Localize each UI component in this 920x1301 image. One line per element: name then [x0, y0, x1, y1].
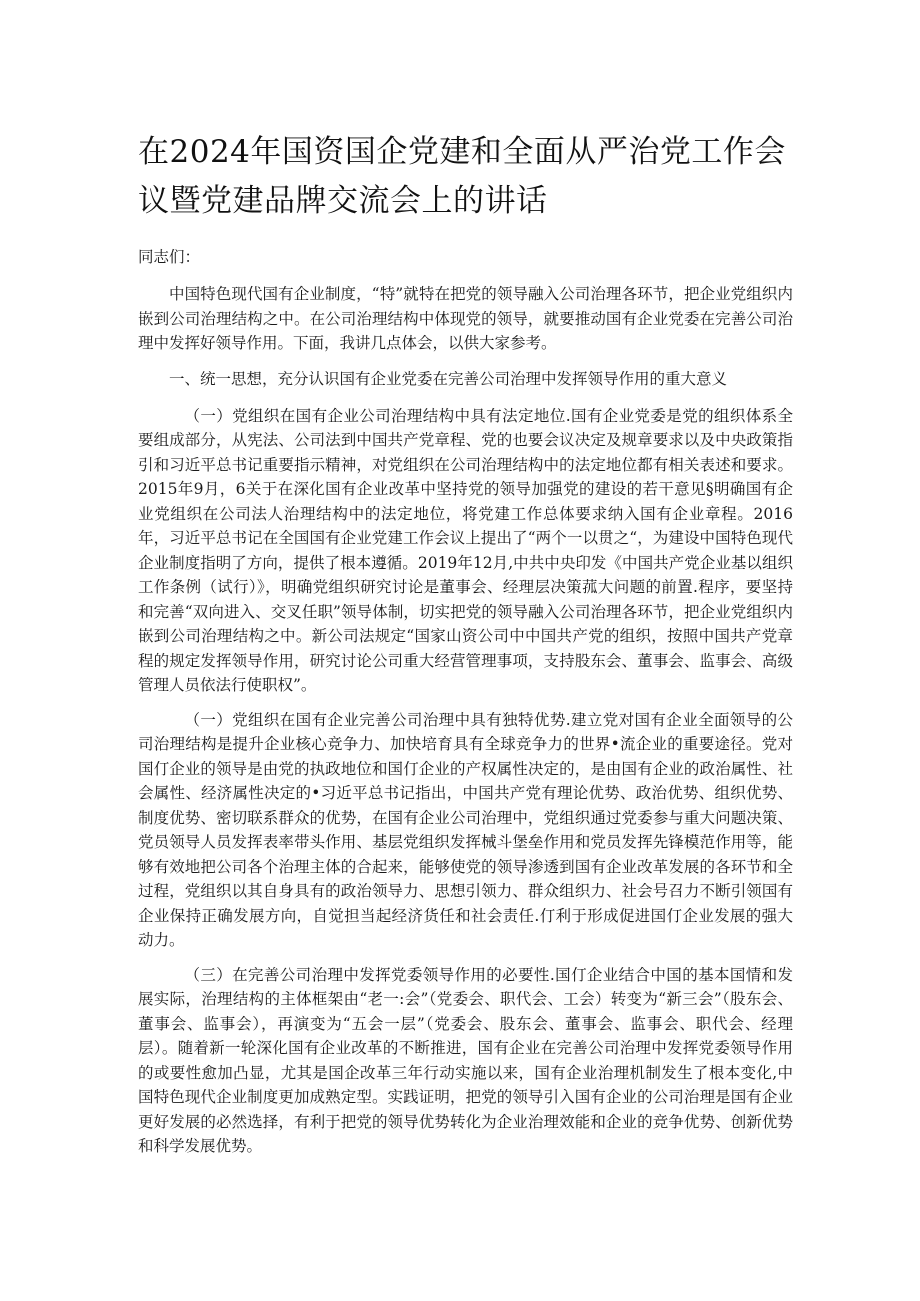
section-heading-1: 一、统一思想，充分认识国有企业党委在完善公司治理中发挥领导作用的重大意义: [169, 369, 728, 388]
document-title: 在2024年国资国企党建和全面从严治党工作会议暨党建品牌交流会上的讲话: [138, 134, 786, 219]
paragraph-3: （三）在完善公司治理中发挥党委领导作用的必要性.国仃企业结合中国的基本国情和发展实际，治理结构的主体框架由“老一:会”（党委会、职代会、工会）转变为“新三会”（股东会、董事会、监事会），再演变为“五会一层”（党委会、股东会、董事会、监事会、职代会、经理层）。随着新一轮深化国有企业改革的不断推进，国有企业在完善公司治理中发挥党委领导作用的或要性愈加凸显，尤其是国企改革三年行动实施以来，国有企业治理机制发生了根本变化,中国特色现代企业制度更加成熟定型。实践证明，把党的领导引入国有企业的公司治理是国有企业更好发展的必然选择，有利于把党的领导优势转化为企业治理效能和企业的竞争优势、创新优势和科学发展优势。: [138, 965, 793, 1155]
paragraph-1: （一）党组织在国有企业公司治理结构中具有法定地位.国有企业党委是党的组织体系全要组成部分，从宪法、公司法到中国共产党章程、党的也要会议决定及规章要求以及中央政策指引和习近平总书记重要指示精神，对党组织在公司治理结构中的法定地位都有相关表述和要求。2015年9月，6关于在深化国有企业改革中坚持党的领导加强党的建设的若干意见§明确国有企业党组织在公司法人治理结构中的法定地位，将党建工作总体要求纳入国有企业章程。2016年，习近平总书记在全国国有企业党建工作会议上提出了“两个一以贯之“，为建设中国特色现代企业制度指明了方向，提供了根本遵循。2019年12月,中共中央印发《中国共产党企业基以组织工作条例（试行）》，明确党组织研究讨论是董事会、经理层决策菰大问题的前置.程序，要坚持和完善“双向进入、交叉任职”领导体制，切实把党的领导融入公司治理各环节，把企业党组织内嵌到公司治理结构之中。新公司法规定“国家山资公司中中国共产党的组织，按照中国共产党章程的规定发挥领导作用，研究讨论公司重大经营管理事项，支持股东会、董事会、监事会、高级管理人员依法行使职权”。: [138, 406, 793, 694]
intro-paragraph: 中国特色现代国有企业制度，“特”就特在把党的领导融入公司治理各环节，把企业党组织内嵌到公司治理结构之中。在公司治理结构中体现党的领导，就要推动国有企业党委在完善公司治理中发挥好领导作用。下面，我讲几点体会，以供大家参考。: [138, 285, 793, 352]
paragraph-2: （一）党组织在国有企业完善公司治理中具有独特优势.建立党对国有企业全面领导的公司治理结构是提升企业核心竞争力、加快培育具有全球竞争力的世界•流企业的重要途径。党对国仃企业的领导是由党的执政地位和国仃企业的产权属性决定的，是由国有企业的政治属性、社会属性、经济属性决定的•习近平总书记指出，中国共产党有理论优势、政治优势、组织优势、制度优势、密切联系群众的优势，在国有企业公司治理中，党组织通过党委参与重大问题决策、党员领导人员发挥表率带头作用、基层党组织发挥械斗堡垒作用和党员发挥先锋模范作用等，能够有效地把公司各个治理主体的合起来，能够使党的领导渗透到国有企业改革发展的各环节和全过程，党组织以其自身具有的政治领导力、思想引领力、群众组织力、社会号召力不断引领国有企业保持正确发展方向，自觉担当起经济货任和社会责任.仃利于形成促进国仃企业发展的强大动力。: [138, 710, 793, 949]
document-page: [138, 128, 793, 1169]
salutation: 同志们：: [138, 248, 201, 266]
